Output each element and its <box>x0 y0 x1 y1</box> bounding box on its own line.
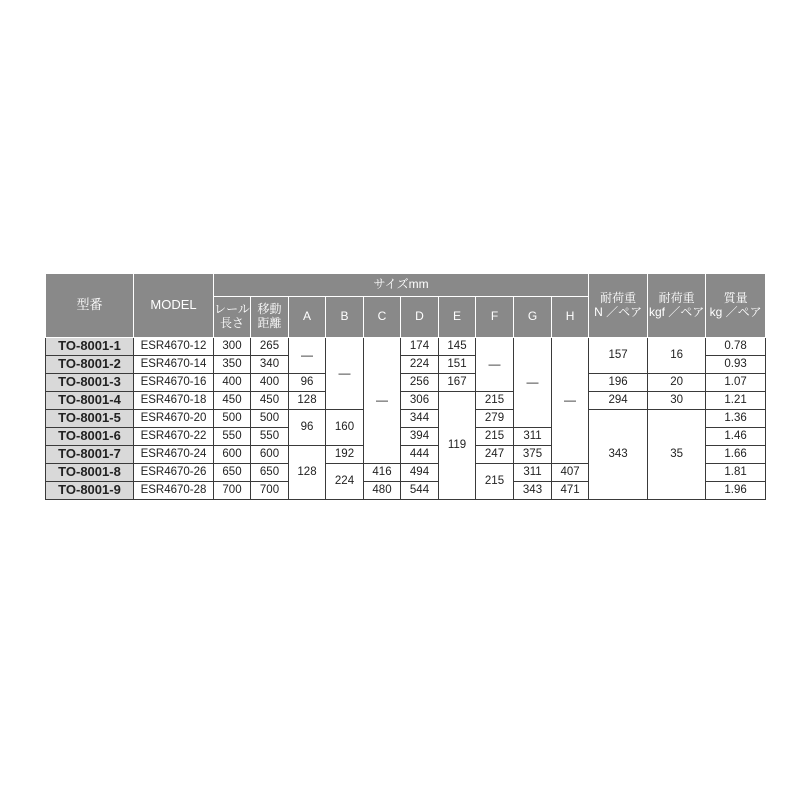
row-travel: 650 <box>251 464 289 482</box>
table-row <box>46 338 766 356</box>
header-b: B <box>326 297 364 338</box>
row-model-number: TO-8001-3 <box>46 374 134 392</box>
row-rail-length: 600 <box>214 446 251 464</box>
row-model: ESR4670-16 <box>134 374 214 392</box>
header-load-kgf: 耐荷重 kgf ／ペア <box>648 274 706 338</box>
row-model-number: TO-8001-9 <box>46 482 134 500</box>
row-rail-length: 700 <box>214 482 251 500</box>
row-rail-length: 500 <box>214 410 251 428</box>
row-c: 416 <box>364 464 401 482</box>
row-d: 494 <box>401 464 439 482</box>
row-rail-length: 350 <box>214 356 251 374</box>
row-rail-length: 450 <box>214 392 251 410</box>
a-dash: ― <box>289 338 326 374</box>
row-mass: 0.78 <box>706 338 766 356</box>
table-row <box>46 374 766 392</box>
header-travel: 移動 距離 <box>251 297 289 338</box>
table-row <box>46 410 766 428</box>
load-kgf-cell: 30 <box>648 392 706 410</box>
row-rail-length: 400 <box>214 374 251 392</box>
row-travel: 600 <box>251 446 289 464</box>
row-g: 311 <box>514 464 552 482</box>
row-g: 311 <box>514 428 552 446</box>
row-f: 279 <box>476 410 514 428</box>
row-model: ESR4670-26 <box>134 464 214 482</box>
row-e: 167 <box>439 374 476 392</box>
row-rail-length: 550 <box>214 428 251 446</box>
row-d: 306 <box>401 392 439 410</box>
f-dash: ― <box>476 338 514 392</box>
row-travel: 400 <box>251 374 289 392</box>
row-model: ESR4670-28 <box>134 482 214 500</box>
row-g: 375 <box>514 446 552 464</box>
row-mass: 1.66 <box>706 446 766 464</box>
row-mass: 1.21 <box>706 392 766 410</box>
row-h: 407 <box>552 464 589 482</box>
row-d: 344 <box>401 410 439 428</box>
b-dash: ― <box>326 338 364 410</box>
row-a: 96 <box>289 374 326 392</box>
load-n-cell: 157 <box>589 338 648 374</box>
row-rail-length: 650 <box>214 464 251 482</box>
b-merged-cell: 224 <box>326 464 364 500</box>
header-d: D <box>401 297 439 338</box>
row-a: 128 <box>289 392 326 410</box>
row-e: 145 <box>439 338 476 356</box>
row-f: 215 <box>476 392 514 410</box>
header-kataban: 型番 <box>46 274 134 338</box>
row-mass: 1.46 <box>706 428 766 446</box>
load-n-cell: 294 <box>589 392 648 410</box>
row-d: 394 <box>401 428 439 446</box>
header-rail-length: レール 長さ <box>214 297 251 338</box>
b-merged-cell: 160 <box>326 410 364 446</box>
load-n-cell: 343 <box>589 410 648 500</box>
e-merged-cell: 119 <box>439 392 476 500</box>
row-d: 444 <box>401 446 439 464</box>
header-model: MODEL <box>134 274 214 338</box>
spec-table <box>45 273 766 500</box>
row-rail-length: 300 <box>214 338 251 356</box>
row-travel: 450 <box>251 392 289 410</box>
load-kgf-cell: 16 <box>648 338 706 374</box>
row-c: 480 <box>364 482 401 500</box>
row-b: 192 <box>326 446 364 464</box>
row-model: ESR4670-20 <box>134 410 214 428</box>
row-model-number: TO-8001-2 <box>46 356 134 374</box>
row-travel: 550 <box>251 428 289 446</box>
header-e: E <box>439 297 476 338</box>
header-size-group: サイズmm <box>214 274 589 297</box>
a-merged-cell: 128 <box>289 446 326 500</box>
header-a: A <box>289 297 326 338</box>
row-mass: 0.93 <box>706 356 766 374</box>
row-model-number: TO-8001-4 <box>46 392 134 410</box>
row-g: 343 <box>514 482 552 500</box>
header-h: H <box>552 297 589 338</box>
row-model: ESR4670-14 <box>134 356 214 374</box>
header-g: G <box>514 297 552 338</box>
row-f: 247 <box>476 446 514 464</box>
row-model: ESR4670-22 <box>134 428 214 446</box>
row-model-number: TO-8001-6 <box>46 428 134 446</box>
row-mass: 1.81 <box>706 464 766 482</box>
header-load-n: 耐荷重 N ／ペア <box>589 274 648 338</box>
row-travel: 265 <box>251 338 289 356</box>
f-merged-cell: 215 <box>476 464 514 500</box>
row-d: 224 <box>401 356 439 374</box>
row-d: 174 <box>401 338 439 356</box>
row-model-number: TO-8001-8 <box>46 464 134 482</box>
row-travel: 700 <box>251 482 289 500</box>
row-f: 215 <box>476 428 514 446</box>
h-dash: ― <box>552 338 589 464</box>
header-mass: 質量 kg ／ペア <box>706 274 766 338</box>
row-travel: 500 <box>251 410 289 428</box>
row-model-number: TO-8001-7 <box>46 446 134 464</box>
header-f: F <box>476 297 514 338</box>
row-d: 544 <box>401 482 439 500</box>
a-merged-cell: 96 <box>289 410 326 446</box>
row-h: 471 <box>552 482 589 500</box>
row-travel: 340 <box>251 356 289 374</box>
row-mass: 1.96 <box>706 482 766 500</box>
row-mass: 1.07 <box>706 374 766 392</box>
load-n-cell: 196 <box>589 374 648 392</box>
load-kgf-cell: 35 <box>648 410 706 500</box>
row-d: 256 <box>401 374 439 392</box>
row-mass: 1.36 <box>706 410 766 428</box>
row-model: ESR4670-24 <box>134 446 214 464</box>
header-c: C <box>364 297 401 338</box>
row-model: ESR4670-18 <box>134 392 214 410</box>
load-kgf-cell: 20 <box>648 374 706 392</box>
row-model-number: TO-8001-1 <box>46 338 134 356</box>
row-model-number: TO-8001-5 <box>46 410 134 428</box>
table-row <box>46 392 766 410</box>
c-dash: ― <box>364 338 401 464</box>
row-e: 151 <box>439 356 476 374</box>
row-model: ESR4670-12 <box>134 338 214 356</box>
g-dash: ― <box>514 338 552 428</box>
